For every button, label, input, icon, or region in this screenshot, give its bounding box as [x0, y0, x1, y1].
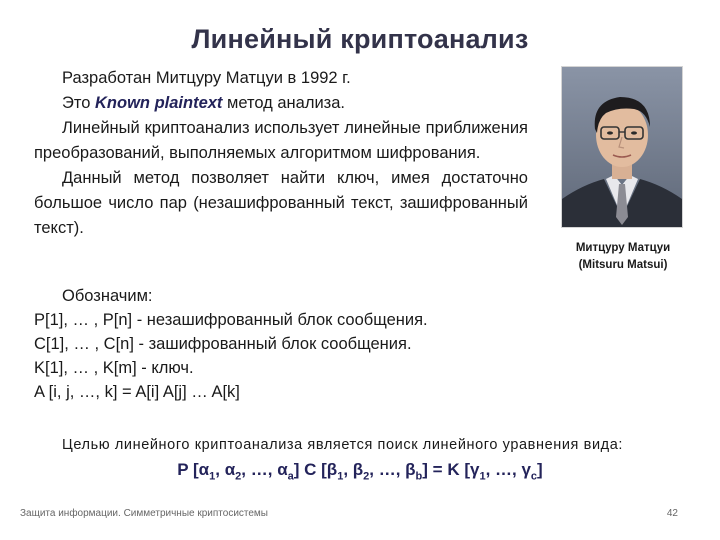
caption-name-en: (Mitsuru Matsui) [578, 259, 668, 271]
footer-course-title: Защита информации. Симметричные криптосистемы [20, 508, 268, 519]
caption-name-ru: Митцуру Матцуи [575, 242, 671, 254]
notation-item: C[1], … , C[n] - зашифрованный блок сообщения. [34, 335, 412, 353]
notation-item: K[1], … , K[m] - ключ. [34, 359, 194, 377]
slide-title: Линейный криптоанализ [191, 24, 529, 54]
goal-text: Целью линейного криптоанализа является поиск линейного уравнения вида: [62, 437, 623, 453]
intro-line-1: Разработан Митцуру Матцуи в 1992 г. [62, 69, 351, 87]
portrait-image [562, 67, 682, 227]
notation-item: P[1], … , P[n] - незашифрованный блок сообщения. [34, 311, 428, 329]
page-number: 42 [666, 508, 678, 519]
photo-caption [548, 240, 698, 274]
known-plaintext-term: Known plaintext [95, 94, 223, 112]
matsui-photo [561, 66, 683, 228]
intro-text [34, 66, 528, 241]
intro-paragraph-3: Данный метод позволяет найти ключ, имея достаточно большое число пар (незашифрованный текст, зашифрованный текст). [34, 169, 528, 237]
notation-item: A [i, j, …, k] = A[i] A[j] … A[k] [34, 383, 240, 401]
linear-equation-formula: P [$\alpha_1$, $\alpha_2$, …, $\alpha_a$] C [$\beta_1$, $\beta_2$, …, $\beta_b] = K$ [$\gamma_1$, …, $\gamma_c$] [177, 460, 543, 483]
intro-line-2-suffix: метод анализа. [222, 94, 346, 112]
notation-heading: Обозначим: [62, 287, 153, 305]
intro-line-2 [34, 91, 528, 116]
intro-paragraph-2: Линейный криптоанализ использует линейные приближения преобразований, выполняемых алгоритмом шифрования. [34, 119, 528, 162]
intro-line-2-prefix: Это [62, 94, 95, 112]
notation-block [34, 284, 514, 404]
